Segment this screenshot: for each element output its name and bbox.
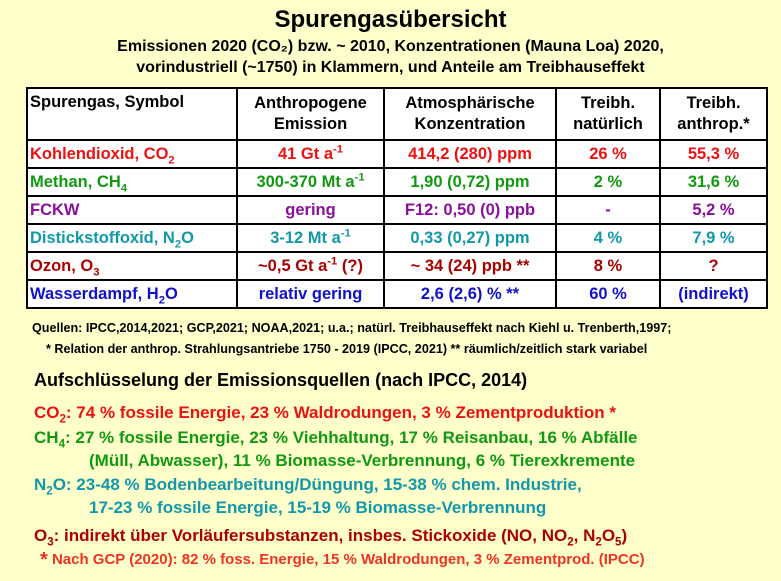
subtitle-line-1: Emissionen 2020 (CO₂) bzw. ~ 2010, Konzentrationen (Mauna Loa) 2020, [117,38,664,55]
anthrop-share-cell: 55,3 % [660,140,767,168]
concentration-cell: 2,6 (2,6) % ** [384,280,556,308]
natural-share-cell: 26 % [556,140,660,168]
table-header-row [27,88,767,140]
n2o-sources-line-2: 17-23 % fossile Energie, 15-19 % Biomasse-Verbrennung [89,498,547,517]
emission-cell: gering [237,196,384,224]
ch4-sources-line-1: $CH_4$: 27 % fossile Energie, 23 % Viehhaltung, 17 % Reisanbau, 16 % Abfälle [34,428,638,451]
gcp-note-line: * Nach GCP (2020): 82 % foss. Energie, 15 % Waldrodungen, 3 % Zementprod. (IPCC) [40,549,645,571]
concentration-cell: 414,2 (280) ppm [384,140,556,168]
natural-share-cell: 2 % [556,168,660,196]
anthrop-share-cell: 5,2 % [660,196,767,224]
page-title: Spurengasübersicht [274,6,507,33]
anthrop-share-cell: (indirekt) [660,280,767,308]
sources-line-1: Quellen: IPCC,2014,2021; GCP,2021; NOAA,2021; u.a.; natürl. Treibhauseffekt nach Kiehl u. Trenberth,1997; [32,321,672,335]
table-row [27,252,767,280]
trace-gas-table [26,87,768,309]
concentration-cell: F12: 0,50 (0) ppb [384,196,556,224]
gas-name-cell: Wasserdampf, $H_2O$ [27,280,237,308]
emission-cell: relativ gering [237,280,384,308]
table-row [27,168,767,196]
co2-sources-line: $CO_2$: 74 % fossile Energie, 23 % Waldrodungen, 3 % Zementproduktion * [34,403,617,426]
table-row [27,280,767,308]
emission-cell: ~0,5 Gt $a^{-1}$ (?) [237,252,384,280]
gas-name-cell: Ozon, $O_3$ [27,252,237,280]
anthrop-share-cell: 31,6 % [660,168,767,196]
o3-sources-line: $O_3$: indirekt über Vorläufersubstanzen, insbes. Stickoxide (NO, $NO_2$, $N_2O_5$) [34,526,628,549]
emission-cell: 41 Gt $a^{-1}$ [237,140,384,168]
concentration-cell: ~ 34 (24) ppb ** [384,252,556,280]
n2o-sources-line-1: $N_2O$: 23-48 % Bodenbearbeitung/Düngung, 15-38 % chem. Industrie, [34,475,582,498]
header-natural: Treibh. natürlich [556,88,660,140]
concentration-cell: 1,90 (0,72) ppm [384,168,556,196]
gas-name-cell: Distickstoffoxid, $N_2O$ [27,224,237,252]
sources-line-2: * Relation der anthrop. Strahlungsantriebe 1750 - 2019 (IPCC, 2021) ** räumlich/zeitlich stark variabel [46,342,648,356]
header-concentration: Atmosphärische Konzentration [384,88,556,140]
gas-name-cell: FCKW [27,196,237,224]
anthrop-share-cell: 7,9 % [660,224,767,252]
header-emission: Anthropogene Emission [237,88,384,140]
natural-share-cell: 8 % [556,252,660,280]
natural-share-cell: - [556,196,660,224]
anthrop-share-cell: ? [660,252,767,280]
natural-share-cell: 4 % [556,224,660,252]
header-gas: Spurengas, Symbol [27,88,237,140]
emission-cell: 300-370 Mt $a^{-1}$ [237,168,384,196]
natural-share-cell: 60 % [556,280,660,308]
ch4-sources-line-2: (Müll, Abwasser), 11 % Biomasse-Verbrennung, 6 % Tierexkremente [89,451,636,470]
table-row [27,140,767,168]
section-title: Aufschlüsselung der Emissionsquellen (nach IPCC, 2014) [34,370,528,390]
emission-cell: 3-12 Mt $a^{-1}$ [237,224,384,252]
table-row [27,196,767,224]
gas-name-cell: Methan, $CH_4$ [27,168,237,196]
header-anthrop: Treibh. anthrop.* [660,88,767,140]
concentration-cell: 0,33 (0,27) ppm [384,224,556,252]
table-row [27,224,767,252]
gas-name-cell: Kohlendioxid, $CO_2$ [27,140,237,168]
subtitle-line-2: vorindustriell (~1750) in Klammern, und Anteile am Treibhauseffekt [136,59,645,76]
